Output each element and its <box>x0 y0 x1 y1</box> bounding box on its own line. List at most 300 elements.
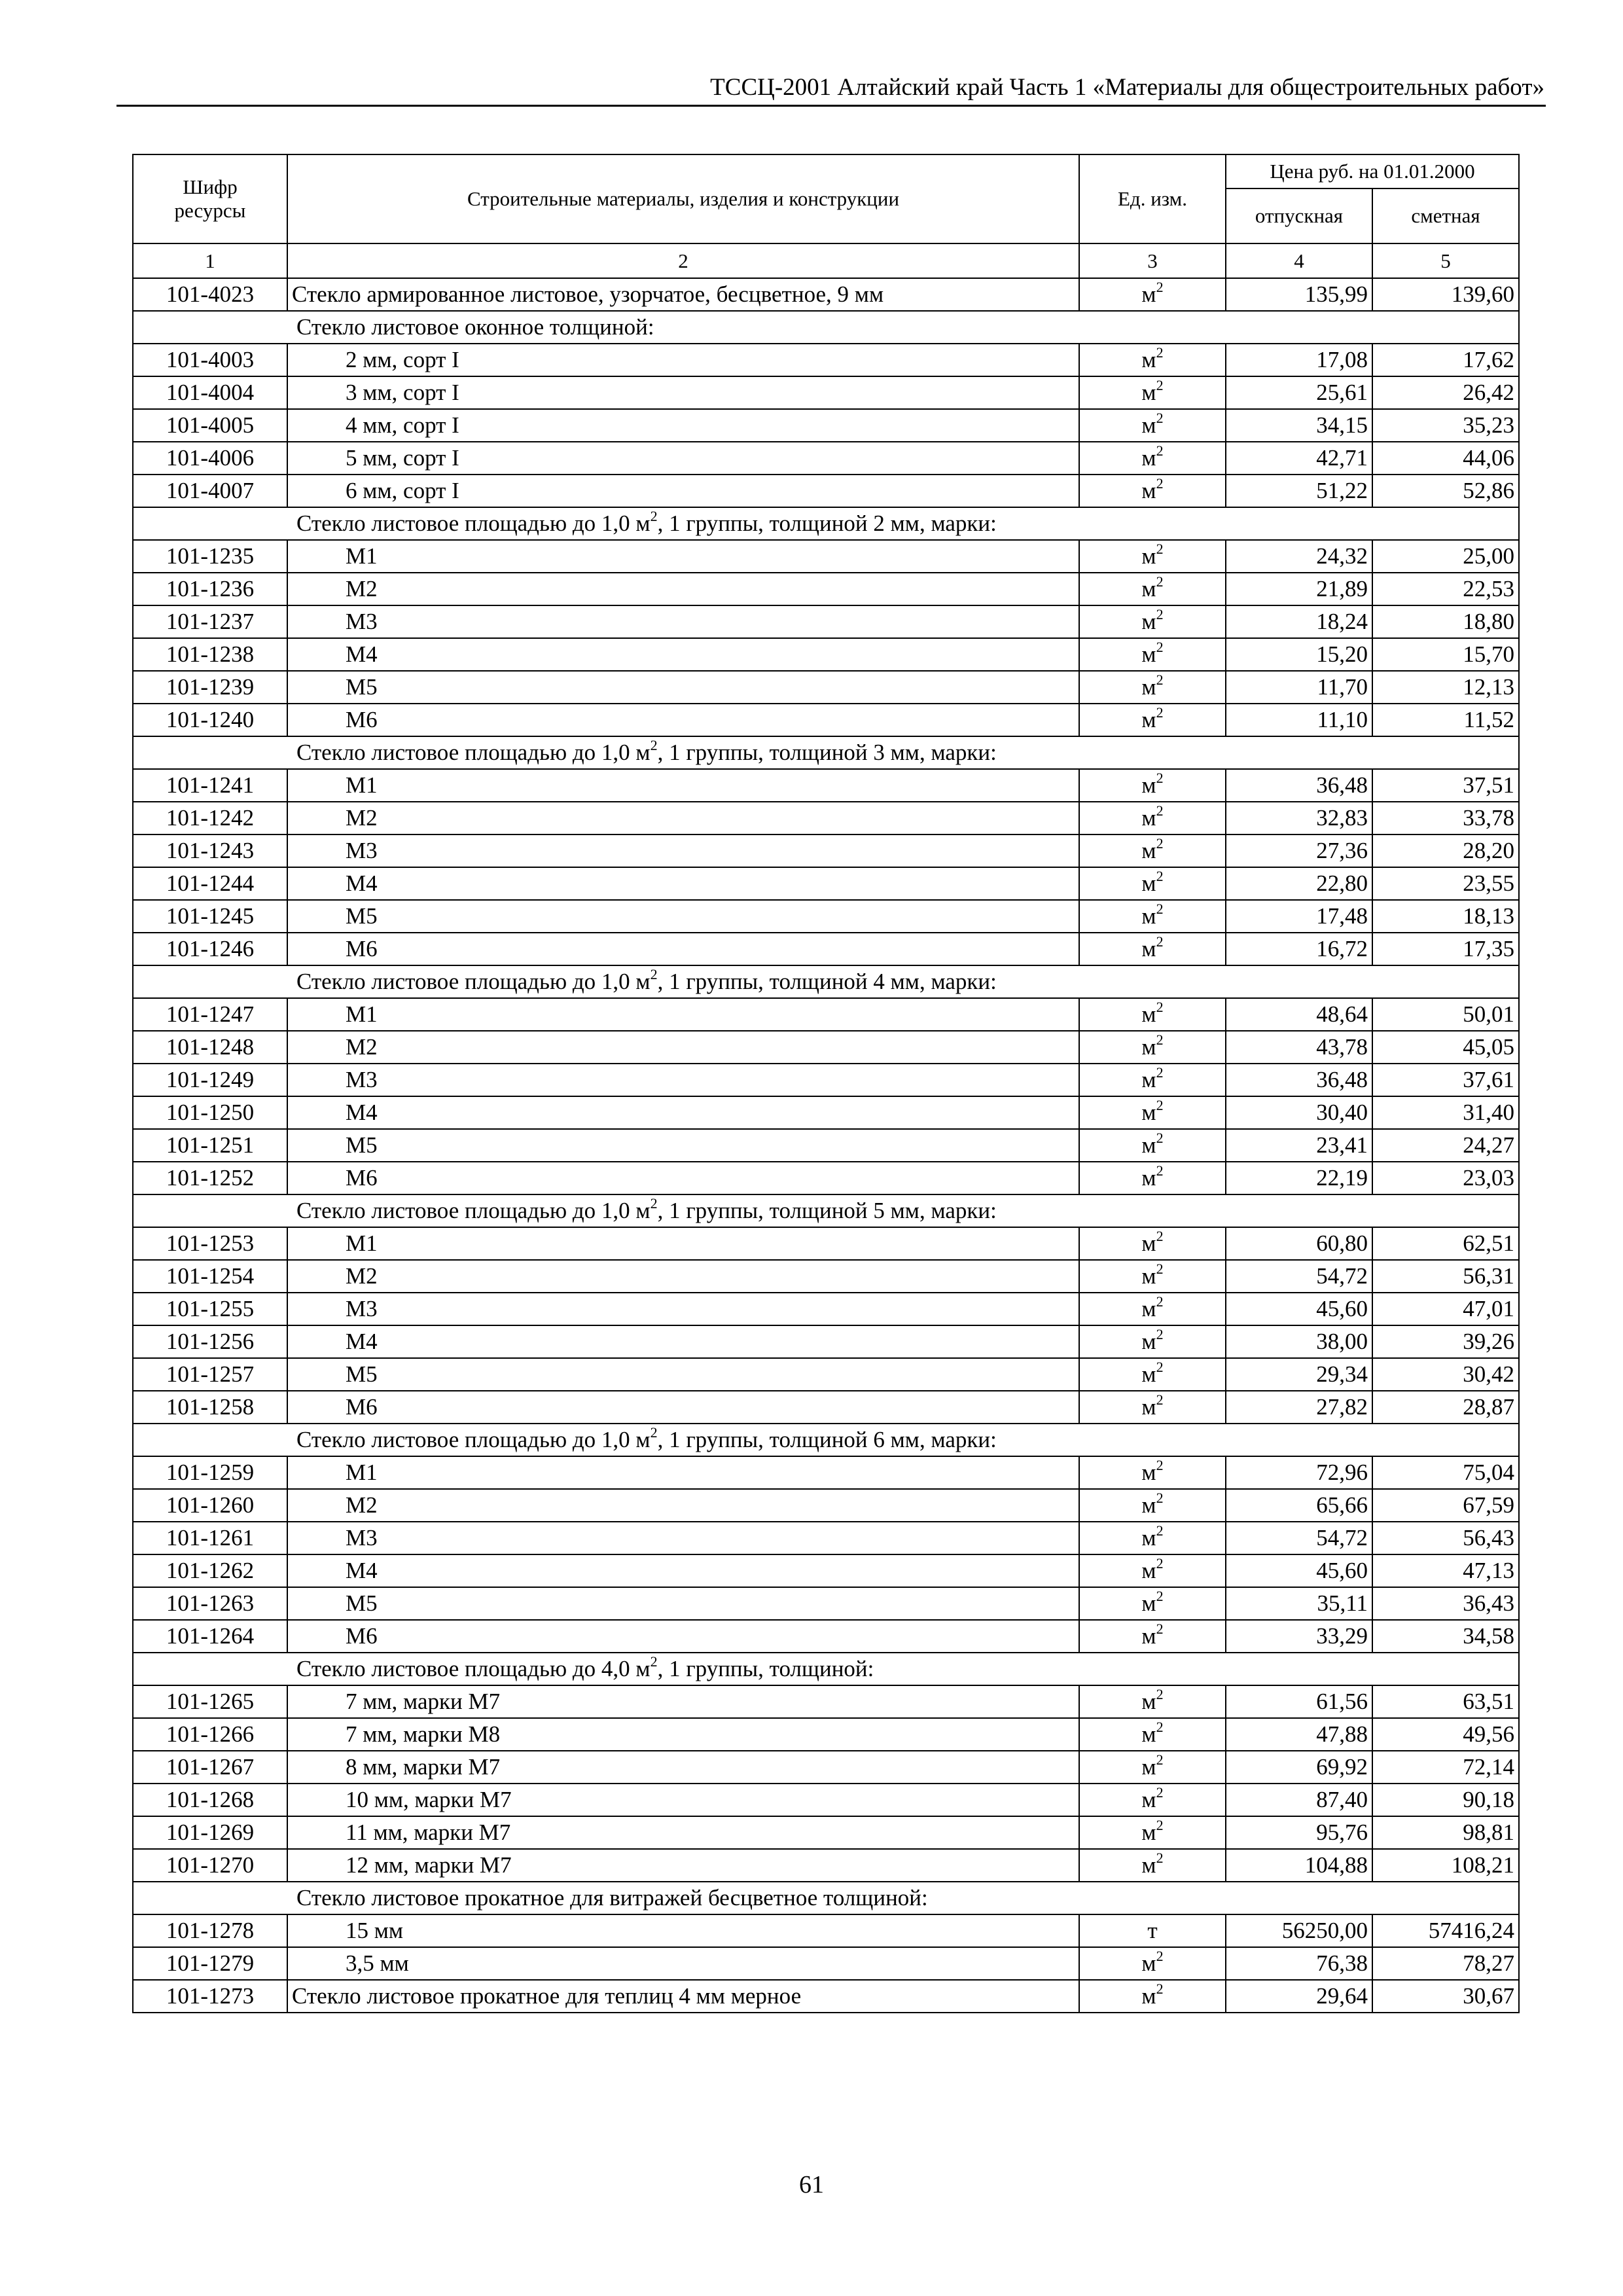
table-row <box>133 344 1519 376</box>
resource-code: 101-1252 <box>133 1162 287 1194</box>
unit: м <box>1141 347 1156 372</box>
unit-superscript: 2 <box>1156 1948 1164 1965</box>
unit-superscript: 2 <box>1156 1751 1164 1768</box>
superscript: 2 <box>650 508 658 525</box>
estimate-price: 63,51 <box>1372 1685 1519 1718</box>
unit-cell <box>1079 671 1226 704</box>
estimate-price: 36,43 <box>1372 1587 1519 1620</box>
unit-cell <box>1079 1162 1226 1194</box>
release-price: 104,88 <box>1226 1849 1372 1882</box>
material-name: 5 мм, сорт I <box>287 442 1079 475</box>
material-name: М2 <box>287 802 1079 834</box>
group-heading-text-tail: , 1 группы, толщиной 2 мм, марки: <box>657 511 997 536</box>
header-name <box>287 154 1079 243</box>
group-heading-text: Стекло листовое площадью до 1,0 м <box>296 969 651 994</box>
unit-superscript: 2 <box>1156 639 1164 656</box>
material-name: М1 <box>287 998 1079 1031</box>
table-row <box>133 1260 1519 1293</box>
unit-cell <box>1079 900 1226 933</box>
unit: м <box>1141 707 1156 732</box>
unit-superscript: 2 <box>1156 901 1164 918</box>
group-heading-row <box>133 1424 1519 1456</box>
material-name: М2 <box>287 1489 1079 1522</box>
header-release-label: отпускная <box>1255 204 1344 227</box>
unit: м <box>1141 1230 1156 1256</box>
release-price: 48,64 <box>1226 998 1372 1031</box>
table-row <box>133 1914 1519 1947</box>
resource-code: 101-1269 <box>133 1816 287 1849</box>
release-price: 56250,00 <box>1226 1914 1372 1947</box>
resource-code: 101-1247 <box>133 998 287 1031</box>
unit-superscript: 2 <box>1156 835 1164 852</box>
unit-cell <box>1079 1358 1226 1391</box>
unit-cell <box>1079 376 1226 409</box>
header-code-label: Шифр ресурсы <box>174 175 246 222</box>
unit: м <box>1141 478 1156 503</box>
estimate-price: 17,62 <box>1372 344 1519 376</box>
unit-cell <box>1079 540 1226 573</box>
material-name: М4 <box>287 867 1079 900</box>
material-name: М5 <box>287 671 1079 704</box>
group-heading-row <box>133 311 1519 344</box>
column-number: 3 <box>1079 243 1226 278</box>
unit: м <box>1141 772 1156 798</box>
unit-superscript: 2 <box>1156 1588 1164 1605</box>
column-number-row <box>133 243 1519 278</box>
resource-code: 101-1244 <box>133 867 287 900</box>
estimate-price: 35,23 <box>1372 409 1519 442</box>
table-row <box>133 1718 1519 1751</box>
resource-code: 101-1253 <box>133 1227 287 1260</box>
material-name: М6 <box>287 1620 1079 1653</box>
release-price: 45,60 <box>1226 1554 1372 1587</box>
unit-superscript: 2 <box>1156 672 1164 689</box>
release-price: 45,60 <box>1226 1293 1372 1325</box>
table-row <box>133 1031 1519 1064</box>
unit-superscript: 2 <box>1156 933 1164 950</box>
table-row <box>133 1358 1519 1391</box>
unit: м <box>1141 1852 1156 1878</box>
unit: м <box>1141 1820 1156 1845</box>
unit-superscript: 2 <box>1156 1522 1164 1539</box>
unit-superscript: 2 <box>1156 1817 1164 1834</box>
release-price: 87,40 <box>1226 1784 1372 1816</box>
unit-cell <box>1079 1064 1226 1096</box>
resource-code: 101-1279 <box>133 1947 287 1980</box>
unit-superscript: 2 <box>1156 279 1164 296</box>
resource-code: 101-4006 <box>133 442 287 475</box>
resource-code: 101-1250 <box>133 1096 287 1129</box>
material-name: 2 мм, сорт I <box>287 344 1079 376</box>
unit-superscript: 2 <box>1156 1981 1164 1998</box>
superscript: 2 <box>650 1195 658 1212</box>
resource-code: 101-1265 <box>133 1685 287 1718</box>
group-heading-text-tail: , 1 группы, толщиной 4 мм, марки: <box>657 969 997 994</box>
estimate-price: 26,42 <box>1372 376 1519 409</box>
unit: м <box>1141 1460 1156 1485</box>
unit: м <box>1141 1754 1156 1780</box>
resource-code: 101-1258 <box>133 1391 287 1424</box>
superscript: 2 <box>650 966 658 983</box>
estimate-price: 12,13 <box>1372 671 1519 704</box>
release-price: 17,48 <box>1226 900 1372 933</box>
table-row <box>133 1849 1519 1882</box>
material-name: М2 <box>287 573 1079 605</box>
table-row <box>133 605 1519 638</box>
release-price: 23,41 <box>1226 1129 1372 1162</box>
resource-code: 101-1266 <box>133 1718 287 1751</box>
table-row <box>133 1489 1519 1522</box>
unit: м <box>1141 1001 1156 1027</box>
resource-code: 101-4004 <box>133 376 287 409</box>
estimate-price: 22,53 <box>1372 573 1519 605</box>
estimate-price: 15,70 <box>1372 638 1519 671</box>
superscript: 2 <box>650 1653 658 1670</box>
table-row <box>133 1980 1519 2013</box>
material-name: М6 <box>287 704 1079 736</box>
group-heading-text: Стекло листовое площадью до 1,0 м <box>296 1198 651 1223</box>
unit: м <box>1141 1296 1156 1321</box>
resource-code: 101-1235 <box>133 540 287 573</box>
resource-code: 101-1270 <box>133 1849 287 1882</box>
release-price: 69,92 <box>1226 1751 1372 1784</box>
unit-superscript: 2 <box>1156 1457 1164 1474</box>
unit-cell <box>1079 475 1226 507</box>
estimate-price: 108,21 <box>1372 1849 1519 1882</box>
release-price: 60,80 <box>1226 1227 1372 1260</box>
material-name: М1 <box>287 1456 1079 1489</box>
unit: м <box>1141 838 1156 863</box>
material-name: М3 <box>287 605 1079 638</box>
release-price: 11,70 <box>1226 671 1372 704</box>
unit: м <box>1141 1983 1156 2009</box>
material-name: 4 мм, сорт I <box>287 409 1079 442</box>
estimate-price: 57416,24 <box>1372 1914 1519 1947</box>
unit-superscript: 2 <box>1156 1850 1164 1867</box>
resource-code: 101-4023 <box>133 278 287 311</box>
release-price: 25,61 <box>1226 376 1372 409</box>
unit: м <box>1141 1329 1156 1354</box>
release-price: 27,36 <box>1226 834 1372 867</box>
release-price: 54,72 <box>1226 1522 1372 1554</box>
release-price: 16,72 <box>1226 933 1372 965</box>
material-name: М4 <box>287 1325 1079 1358</box>
resource-code: 101-1241 <box>133 769 287 802</box>
unit: м <box>1141 445 1156 471</box>
material-name: 3,5 мм <box>287 1947 1079 1980</box>
material-name: 7 мм, марки М7 <box>287 1685 1079 1718</box>
material-name: 11 мм, марки М7 <box>287 1816 1079 1849</box>
release-price: 18,24 <box>1226 605 1372 638</box>
unit: м <box>1141 412 1156 438</box>
estimate-price: 75,04 <box>1372 1456 1519 1489</box>
unit-cell <box>1079 802 1226 834</box>
estimate-price: 72,14 <box>1372 1751 1519 1784</box>
table-row <box>133 1162 1519 1194</box>
material-name: М6 <box>287 1162 1079 1194</box>
resource-code: 101-4005 <box>133 409 287 442</box>
unit: м <box>1141 380 1156 405</box>
unit: м <box>1141 1034 1156 1060</box>
header-price <box>1226 154 1519 188</box>
unit-superscript: 2 <box>1156 999 1164 1016</box>
group-heading <box>133 1424 1519 1456</box>
material-name: М3 <box>287 1522 1079 1554</box>
unit-superscript: 2 <box>1156 1097 1164 1114</box>
material-name: Стекло листовое прокатное для теплиц 4 мм мерное <box>287 1980 1079 2013</box>
group-heading-text-tail: , 1 группы, толщиной 3 мм, марки: <box>657 740 997 765</box>
table-row <box>133 769 1519 802</box>
release-price: 51,22 <box>1226 475 1372 507</box>
group-heading-text: Стекло листовое площадью до 1,0 м <box>296 511 651 536</box>
unit-superscript: 2 <box>1156 1064 1164 1081</box>
unit: м <box>1141 674 1156 700</box>
table-row <box>133 802 1519 834</box>
page-number: 61 <box>799 2171 824 2198</box>
header-estimate-label: сметная <box>1411 204 1480 227</box>
column-number: 4 <box>1226 243 1372 278</box>
resource-code: 101-1243 <box>133 834 287 867</box>
material-name: 12 мм, марки М7 <box>287 1849 1079 1882</box>
unit-cell <box>1079 1325 1226 1358</box>
unit-superscript: 2 <box>1156 1261 1164 1278</box>
unit-superscript: 2 <box>1156 410 1164 427</box>
release-price: 22,80 <box>1226 867 1372 900</box>
unit-cell <box>1079 704 1226 736</box>
unit-cell <box>1079 344 1226 376</box>
group-heading-row <box>133 1194 1519 1227</box>
estimate-price: 52,86 <box>1372 475 1519 507</box>
unit-cell <box>1079 1784 1226 1816</box>
resource-code: 101-1278 <box>133 1914 287 1947</box>
estimate-price: 37,61 <box>1372 1064 1519 1096</box>
release-price: 61,56 <box>1226 1685 1372 1718</box>
release-price: 43,78 <box>1226 1031 1372 1064</box>
header-rule <box>116 105 1546 107</box>
table-row <box>133 540 1519 573</box>
release-price: 36,48 <box>1226 769 1372 802</box>
header-code <box>133 154 287 243</box>
unit-superscript: 2 <box>1156 573 1164 590</box>
header-unit <box>1079 154 1226 243</box>
resource-code: 101-4003 <box>133 344 287 376</box>
release-price: 11,10 <box>1226 704 1372 736</box>
unit-cell <box>1079 1816 1226 1849</box>
unit-cell <box>1079 1914 1226 1947</box>
resource-code: 101-1256 <box>133 1325 287 1358</box>
estimate-price: 18,13 <box>1372 900 1519 933</box>
estimate-price: 17,35 <box>1372 933 1519 965</box>
table-row <box>133 638 1519 671</box>
resource-code: 101-1245 <box>133 900 287 933</box>
group-heading <box>133 736 1519 769</box>
unit: м <box>1141 1525 1156 1551</box>
unit-cell <box>1079 605 1226 638</box>
superscript: 2 <box>650 1424 658 1441</box>
header-name-label: Строительные материалы, изделия и конструкции <box>467 187 900 210</box>
resource-code: 101-1260 <box>133 1489 287 1522</box>
table-row <box>133 834 1519 867</box>
group-heading-row <box>133 1653 1519 1685</box>
header-price-label: Цена руб. на 01.01.2000 <box>1270 160 1475 183</box>
resource-code: 101-1254 <box>133 1260 287 1293</box>
unit-superscript: 2 <box>1156 1130 1164 1147</box>
resource-code: 101-1273 <box>133 1980 287 2013</box>
header-estimate-price <box>1372 188 1519 243</box>
table-row <box>133 1620 1519 1653</box>
unit-superscript: 2 <box>1156 1555 1164 1572</box>
unit-cell <box>1079 1980 1226 2013</box>
estimate-price: 45,05 <box>1372 1031 1519 1064</box>
unit-superscript: 2 <box>1156 770 1164 787</box>
unit-superscript: 2 <box>1156 541 1164 558</box>
material-name: 7 мм, марки М8 <box>287 1718 1079 1751</box>
release-price: 34,15 <box>1226 409 1372 442</box>
unit: м <box>1141 1590 1156 1616</box>
group-heading <box>133 965 1519 998</box>
unit: м <box>1141 1950 1156 1976</box>
table-row <box>133 704 1519 736</box>
unit-superscript: 2 <box>1156 1162 1164 1179</box>
unit: м <box>1141 1100 1156 1125</box>
unit: м <box>1141 805 1156 831</box>
table-row <box>133 1293 1519 1325</box>
unit-cell <box>1079 1554 1226 1587</box>
unit-superscript: 2 <box>1156 1621 1164 1638</box>
estimate-price: 30,67 <box>1372 1980 1519 2013</box>
unit-superscript: 2 <box>1156 1228 1164 1245</box>
column-number: 2 <box>287 243 1079 278</box>
table-row <box>133 1096 1519 1129</box>
material-name: М1 <box>287 1227 1079 1260</box>
unit: м <box>1141 1132 1156 1158</box>
table-body <box>133 278 1519 2013</box>
unit-superscript: 2 <box>1156 344 1164 361</box>
unit-cell <box>1079 1947 1226 1980</box>
unit-cell <box>1079 1260 1226 1293</box>
release-price: 135,99 <box>1226 278 1372 311</box>
group-heading-text-tail: , 1 группы, толщиной 5 мм, марки: <box>657 1198 997 1223</box>
release-price: 38,00 <box>1226 1325 1372 1358</box>
table-row <box>133 900 1519 933</box>
estimate-price: 11,52 <box>1372 704 1519 736</box>
release-price: 29,34 <box>1226 1358 1372 1391</box>
release-price: 29,64 <box>1226 1980 1372 2013</box>
estimate-price: 31,40 <box>1372 1096 1519 1129</box>
resource-code: 101-1261 <box>133 1522 287 1554</box>
group-heading-row <box>133 965 1519 998</box>
unit-cell <box>1079 1620 1226 1653</box>
table-head <box>133 154 1519 278</box>
table-row <box>133 409 1519 442</box>
unit: м <box>1141 1623 1156 1649</box>
group-heading <box>133 507 1519 540</box>
release-price: 35,11 <box>1226 1587 1372 1620</box>
estimate-price: 44,06 <box>1372 442 1519 475</box>
release-price: 17,08 <box>1226 344 1372 376</box>
group-heading <box>133 311 1519 344</box>
material-name: 10 мм, марки М7 <box>287 1784 1079 1816</box>
estimate-price: 90,18 <box>1372 1784 1519 1816</box>
resource-code: 101-1262 <box>133 1554 287 1587</box>
unit-cell <box>1079 1293 1226 1325</box>
unit: м <box>1141 1492 1156 1518</box>
release-price: 72,96 <box>1226 1456 1372 1489</box>
table-row <box>133 1129 1519 1162</box>
material-name: Стекло армированное листовое, узорчатое, бесцветное, 9 мм <box>287 278 1079 311</box>
estimate-price: 39,26 <box>1372 1325 1519 1358</box>
unit-cell <box>1079 867 1226 900</box>
unit: м <box>1141 543 1156 569</box>
resource-code: 101-1237 <box>133 605 287 638</box>
unit-cell <box>1079 638 1226 671</box>
header-unit-label: Ед. изм. <box>1118 187 1187 210</box>
resource-code: 101-1240 <box>133 704 287 736</box>
estimate-price: 37,51 <box>1372 769 1519 802</box>
estimate-price: 78,27 <box>1372 1947 1519 1980</box>
group-heading-row <box>133 736 1519 769</box>
table-row <box>133 1751 1519 1784</box>
material-name: М1 <box>287 769 1079 802</box>
unit-cell <box>1079 1685 1226 1718</box>
unit: м <box>1141 1721 1156 1747</box>
release-price: 27,82 <box>1226 1391 1372 1424</box>
group-heading-text: Стекло листовое площадью до 4,0 м <box>296 1656 651 1681</box>
resource-code: 101-1249 <box>133 1064 287 1096</box>
release-price: 24,32 <box>1226 540 1372 573</box>
material-name: 15 мм <box>287 1914 1079 1947</box>
estimate-price: 50,01 <box>1372 998 1519 1031</box>
release-price: 47,88 <box>1226 1718 1372 1751</box>
group-heading-text: Стекло листовое прокатное для витражей бесцветное толщиной: <box>296 1885 928 1910</box>
resource-code: 101-1238 <box>133 638 287 671</box>
unit-superscript: 2 <box>1156 606 1164 623</box>
resource-code: 101-4007 <box>133 475 287 507</box>
table-row <box>133 573 1519 605</box>
estimate-price: 56,31 <box>1372 1260 1519 1293</box>
table-row <box>133 1227 1519 1260</box>
table-row <box>133 1456 1519 1489</box>
unit-cell <box>1079 1227 1226 1260</box>
unit-superscript: 2 <box>1156 475 1164 492</box>
resource-code: 101-1267 <box>133 1751 287 1784</box>
unit-superscript: 2 <box>1156 868 1164 885</box>
estimate-price: 28,87 <box>1372 1391 1519 1424</box>
resource-code: 101-1236 <box>133 573 287 605</box>
unit: м <box>1141 1361 1156 1387</box>
unit: м <box>1141 1394 1156 1420</box>
unit-cell <box>1079 998 1226 1031</box>
estimate-price: 33,78 <box>1372 802 1519 834</box>
unit-superscript: 2 <box>1156 704 1164 721</box>
unit-superscript: 2 <box>1156 1391 1164 1408</box>
unit-cell <box>1079 442 1226 475</box>
material-name: 3 мм, сорт I <box>287 376 1079 409</box>
table-row <box>133 1587 1519 1620</box>
estimate-price: 28,20 <box>1372 834 1519 867</box>
unit-cell <box>1079 1391 1226 1424</box>
material-name: М2 <box>287 1031 1079 1064</box>
header-release-price <box>1226 188 1372 243</box>
material-name: М4 <box>287 638 1079 671</box>
release-price: 33,29 <box>1226 1620 1372 1653</box>
table-row <box>133 1784 1519 1816</box>
unit: м <box>1141 1263 1156 1289</box>
unit-superscript: 2 <box>1156 377 1164 394</box>
table-row <box>133 1816 1519 1849</box>
unit-cell <box>1079 1718 1226 1751</box>
unit: м <box>1141 609 1156 634</box>
